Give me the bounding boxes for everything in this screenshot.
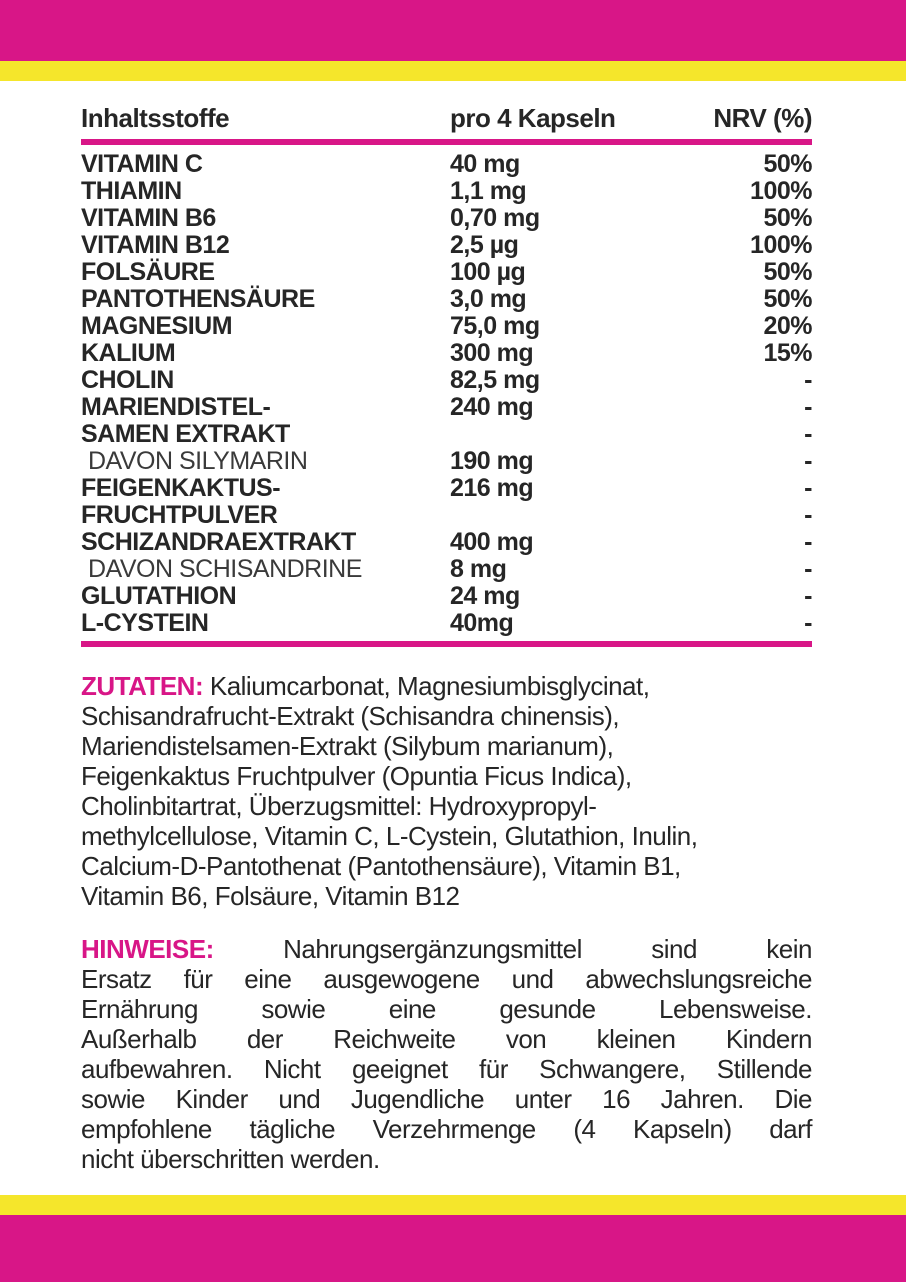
column-header-nrv: NRV (%) (713, 103, 812, 133)
table-row (81, 610, 812, 637)
ingredient-nrv: - (804, 447, 812, 475)
paragraph-line: Cholinbitartrat, Überzugsmittel: Hydroxypropyl- (81, 791, 597, 821)
table-row (81, 448, 812, 475)
ingredient-nrv: 20% (763, 312, 812, 340)
ingredient-name: THIAMIN (81, 177, 182, 205)
ingredient-amount: 190 mg (450, 447, 534, 475)
column-header-ingredients: Inhaltsstoffe (81, 103, 230, 133)
table-row (81, 259, 812, 286)
top-magenta-band (0, 0, 906, 61)
paragraph-line: methylcellulose, Vitamin C, L-Cystein, Glutathion, Inulin, (81, 821, 698, 851)
ingredients-paragraph (81, 671, 812, 911)
bottom-yellow-stripe (0, 1195, 906, 1215)
table-row (81, 286, 812, 313)
paragraph-line: Mariendistelsamen-Extrakt (Silybum marianum), (81, 731, 614, 761)
table-row (81, 394, 812, 421)
table-row (81, 421, 812, 448)
paragraph-line: Feigenkaktus Fruchtpulver (Opuntia Ficus Indica), (81, 761, 632, 791)
ingredient-nrv: 100% (750, 177, 812, 205)
ingredient-amount: 8 mg (450, 555, 507, 583)
ingredient-amount: 40mg (450, 609, 514, 637)
ingredient-nrv: - (804, 582, 812, 610)
paragraph-line: Ersatz für eine ausgewogene und abwechslungsreiche (81, 964, 812, 994)
ingredient-amount: 40 mg (450, 150, 520, 178)
ingredient-nrv: - (804, 528, 812, 556)
ingredient-name: CHOLIN (81, 366, 174, 394)
table-row (81, 178, 812, 205)
ingredient-amount: 0,70 mg (450, 204, 540, 232)
ingredient-name: PANTOTHENSÄURE (81, 285, 315, 313)
table-row (81, 529, 812, 556)
ingredient-name: FEIGENKAKTUS- (81, 474, 281, 502)
table-row (81, 502, 812, 529)
ingredient-amount: 3,0 mg (450, 285, 527, 313)
hinweise-label: HINWEISE: (81, 934, 214, 964)
ingredient-name: VITAMIN B12 (81, 231, 230, 259)
table-row (81, 205, 812, 232)
ingredient-name: MAGNESIUM (81, 312, 233, 340)
ingredient-amount: 300 mg (450, 339, 534, 367)
table-header-row (81, 103, 812, 133)
ingredient-nrv: 100% (750, 231, 812, 259)
ingredient-nrv: - (804, 609, 812, 637)
table-row (81, 232, 812, 259)
ingredient-nrv: - (804, 501, 812, 529)
table-body (81, 151, 812, 637)
ingredient-nrv: - (804, 420, 812, 448)
ingredient-nrv: 50% (763, 258, 812, 286)
table-bottom-rule (81, 641, 812, 647)
ingredient-amount: 1,1 mg (450, 177, 527, 205)
paragraph-line: Schisandrafrucht-Extrakt (Schisandra chinensis), (81, 701, 620, 731)
ingredient-name: FRUCHTPULVER (81, 501, 278, 529)
table-row (81, 313, 812, 340)
table-row (81, 151, 812, 178)
paragraph-line: empfohlene tägliche Verzehrmenge (4 Kapseln) darf (81, 1114, 812, 1144)
paragraph-line: Calcium-D-Pantothenat (Pantothensäure), Vitamin B1, (81, 851, 681, 881)
ingredient-amount: 100 µg (450, 258, 526, 286)
ingredient-name: VITAMIN C (81, 150, 203, 178)
table-row (81, 556, 812, 583)
ingredient-name: GLUTATHION (81, 582, 237, 610)
ingredient-name: FOLSÄURE (81, 258, 215, 286)
ingredient-amount (450, 421, 690, 448)
paragraph-line: Außerhalb der Reichweite von kleinen Kindern (81, 1024, 812, 1054)
nutrition-table (81, 103, 812, 647)
paragraph-line: HINWEISE: Nahrungsergänzungsmittel sind kein (81, 934, 812, 964)
bottom-magenta-band (0, 1215, 906, 1282)
table-row (81, 367, 812, 394)
paragraph-line: aufbewahren. Nicht geeignet für Schwangere, Stillende (81, 1054, 812, 1084)
table-row (81, 340, 812, 367)
ingredient-name: VITAMIN B6 (81, 204, 216, 232)
ingredient-amount: 24 mg (450, 582, 520, 610)
label-content (0, 81, 906, 1195)
table-top-rule (81, 139, 812, 145)
paragraph-line: Ernährung sowie eine gesunde Lebensweise. (81, 994, 812, 1024)
paragraph-line: nicht überschritten werden. (81, 1144, 380, 1174)
ingredient-name: MARIENDISTEL- (81, 393, 271, 421)
ingredient-nrv: 50% (763, 285, 812, 313)
ingredient-amount: 216 mg (450, 474, 534, 502)
ingredient-amount (450, 502, 690, 529)
ingredient-amount: 2,5 µg (450, 231, 519, 259)
ingredient-nrv: 50% (763, 150, 812, 178)
ingredient-name: L-CYSTEIN (81, 609, 209, 637)
ingredient-name: SCHIZANDRAEXTRAKT (81, 528, 356, 556)
top-yellow-stripe (0, 61, 906, 81)
ingredient-name: KALIUM (81, 339, 176, 367)
ingredient-name: SAMEN EXTRAKT (81, 420, 290, 448)
zutaten-label: ZUTATEN: (81, 671, 204, 701)
ingredient-amount: 82,5 mg (450, 366, 540, 394)
paragraph-line: sowie Kinder und Jugendliche unter 16 Jahren. Die (81, 1084, 812, 1114)
ingredient-nrv: - (804, 393, 812, 421)
ingredient-amount: 75,0 mg (450, 312, 540, 340)
paragraph-line: ZUTATEN: Kaliumcarbonat, Magnesiumbisglycinat, (81, 671, 650, 701)
ingredient-name: DAVON SILYMARIN (88, 447, 308, 475)
ingredient-amount: 400 mg (450, 528, 534, 556)
table-row (81, 475, 812, 502)
ingredient-nrv: - (804, 555, 812, 583)
ingredient-amount: 240 mg (450, 393, 534, 421)
table-row (81, 583, 812, 610)
ingredient-nrv: - (804, 366, 812, 394)
ingredient-nrv: 50% (763, 204, 812, 232)
column-header-per-4-capsules: pro 4 Kapseln (450, 103, 616, 133)
ingredient-name: DAVON SCHISANDRINE (88, 555, 362, 583)
ingredient-nrv: 15% (763, 339, 812, 367)
ingredient-nrv: - (804, 474, 812, 502)
paragraph-line: Vitamin B6, Folsäure, Vitamin B12 (81, 881, 460, 911)
notes-paragraph (81, 934, 812, 1174)
